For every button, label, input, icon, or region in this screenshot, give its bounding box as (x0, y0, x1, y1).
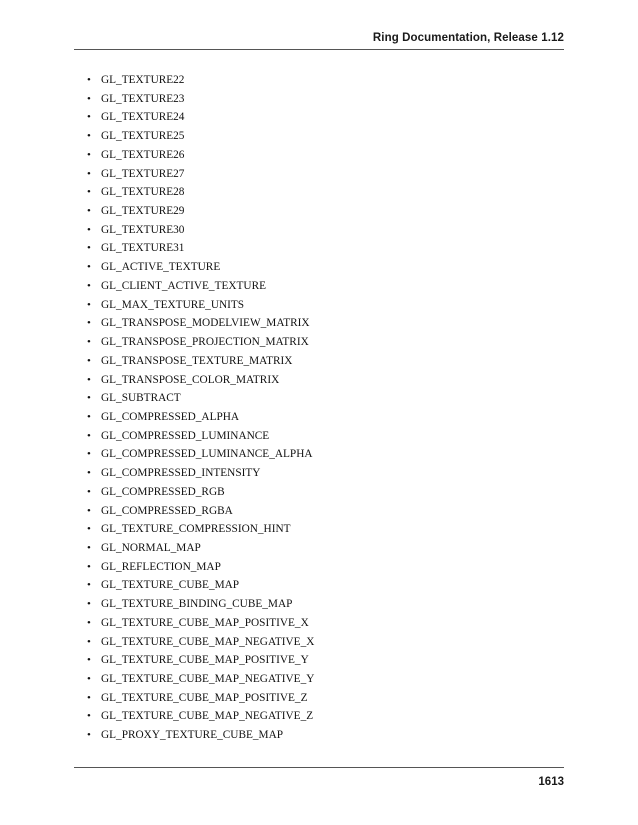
list-item (87, 71, 314, 90)
bullet-icon: • (87, 467, 91, 480)
bullet-icon: • (87, 541, 91, 554)
bullet-icon: • (87, 635, 91, 648)
constant-name: GL_TEXTURE_CUBE_MAP_NEGATIVE_X (101, 635, 315, 648)
bullet-icon: • (87, 317, 91, 330)
constant-name: GL_TEXTURE_CUBE_MAP_POSITIVE_Z (101, 691, 308, 704)
constant-name: GL_TRANSPOSE_COLOR_MATRIX (101, 373, 280, 386)
constant-name: GL_NORMAL_MAP (101, 541, 201, 554)
list-item (87, 576, 314, 595)
bullet-icon: • (87, 504, 91, 517)
constant-name: GL_TEXTURE22 (101, 74, 185, 86)
list-item (87, 202, 314, 221)
constant-name: GL_COMPRESSED_RGBA (101, 504, 233, 517)
constant-name: GL_TRANSPOSE_PROJECTION_MATRIX (101, 336, 309, 349)
bullet-icon: • (87, 167, 91, 180)
constant-name: GL_TRANSPOSE_TEXTURE_MATRIX (101, 354, 293, 367)
constant-name: GL_TEXTURE27 (101, 167, 185, 180)
bullet-icon: • (87, 74, 91, 86)
bullet-icon: • (87, 354, 91, 367)
bullet-icon: • (87, 392, 91, 405)
constant-name: GL_SUBTRACT (101, 392, 181, 405)
bullet-icon: • (87, 261, 91, 274)
constant-name: GL_COMPRESSED_LUMINANCE (101, 429, 270, 442)
bullet-icon: • (87, 485, 91, 498)
list-item (87, 314, 314, 333)
bullet-icon: • (87, 429, 91, 442)
bullet-icon: • (87, 205, 91, 218)
constant-name: GL_TEXTURE25 (101, 130, 185, 143)
list-item (87, 558, 314, 577)
list-item (87, 670, 314, 689)
list-item (87, 277, 314, 296)
bullet-icon: • (87, 616, 91, 629)
bullet-icon: • (87, 148, 91, 161)
page-header-title: Ring Documentation, Release 1.12 (372, 32, 564, 44)
list-item (87, 165, 314, 184)
bullet-icon: • (87, 523, 91, 536)
list-item (87, 614, 314, 633)
bullet-icon: • (87, 223, 91, 236)
bullet-icon: • (87, 298, 91, 311)
list-item (87, 483, 314, 502)
bullet-icon: • (87, 448, 91, 461)
list-item (87, 502, 314, 521)
list-item (87, 371, 314, 390)
list-item (87, 146, 314, 165)
list-item (87, 258, 314, 277)
list-item (87, 427, 314, 446)
list-item (87, 127, 314, 146)
constant-name: GL_MAX_TEXTURE_UNITS (101, 298, 245, 311)
bullet-icon: • (87, 579, 91, 592)
constant-name: GL_REFLECTION_MAP (101, 560, 221, 573)
list-item (87, 183, 314, 202)
constant-name: GL_TEXTURE30 (101, 223, 185, 236)
bullet-icon: • (87, 729, 91, 742)
constant-name: GL_TEXTURE29 (101, 205, 185, 218)
constant-name: GL_COMPRESSED_RGB (101, 485, 225, 498)
constant-name: GL_TEXTURE28 (101, 186, 185, 199)
bullet-icon: • (87, 373, 91, 386)
constant-name: GL_CLIENT_ACTIVE_TEXTURE (101, 279, 267, 292)
constant-name: GL_TEXTURE_CUBE_MAP_POSITIVE_Y (101, 654, 309, 667)
list-item (87, 389, 314, 408)
bullet-icon: • (87, 691, 91, 704)
list-item (87, 689, 314, 708)
list-item (87, 464, 314, 483)
list-item (87, 108, 314, 127)
bullet-icon: • (87, 710, 91, 723)
footer-divider (74, 767, 564, 768)
list-item (87, 445, 314, 464)
bullet-icon: • (87, 598, 91, 611)
constant-name: GL_TRANSPOSE_MODELVIEW_MATRIX (101, 317, 310, 330)
list-item (87, 539, 314, 558)
constant-name: GL_COMPRESSED_ALPHA (101, 410, 240, 423)
bullet-icon: • (87, 654, 91, 667)
constant-name: GL_TEXTURE_BINDING_CUBE_MAP (101, 598, 293, 611)
list-item (87, 239, 314, 258)
constant-name: GL_TEXTURE26 (101, 148, 185, 161)
list-item (87, 651, 314, 670)
bullet-icon: • (87, 279, 91, 292)
list-item (87, 520, 314, 539)
constant-list (87, 71, 314, 745)
page-number: 1613 (538, 776, 564, 788)
constant-name: GL_TEXTURE24 (101, 111, 185, 124)
list-item (87, 221, 314, 240)
constant-name: GL_TEXTURE_CUBE_MAP (101, 579, 240, 592)
list-item (87, 726, 314, 745)
bullet-icon: • (87, 410, 91, 423)
constant-name: GL_TEXTURE_CUBE_MAP_NEGATIVE_Y (101, 673, 315, 685)
list-item (87, 595, 314, 614)
list-item (87, 352, 314, 371)
list-item (87, 633, 314, 652)
list-item (87, 707, 314, 726)
constant-name: GL_TEXTURE23 (101, 92, 185, 105)
list-item (87, 90, 314, 109)
constant-name: GL_TEXTURE_CUBE_MAP_POSITIVE_X (101, 616, 309, 629)
header-divider (74, 49, 564, 50)
list-item (87, 296, 314, 315)
constant-name: GL_COMPRESSED_INTENSITY (101, 467, 261, 480)
constant-name: GL_TEXTURE31 (101, 242, 185, 255)
list-item (87, 408, 314, 427)
bullet-icon: • (87, 242, 91, 255)
bullet-icon: • (87, 130, 91, 143)
bullet-icon: • (87, 92, 91, 105)
bullet-icon: • (87, 186, 91, 199)
constant-name: GL_TEXTURE_CUBE_MAP_NEGATIVE_Z (101, 710, 314, 723)
list-item (87, 333, 314, 352)
constant-name: GL_TEXTURE_COMPRESSION_HINT (101, 523, 291, 536)
bullet-icon: • (87, 111, 91, 124)
constant-name: GL_ACTIVE_TEXTURE (101, 261, 221, 274)
bullet-icon: • (87, 560, 91, 573)
bullet-icon: • (87, 336, 91, 349)
constant-name: GL_PROXY_TEXTURE_CUBE_MAP (101, 729, 284, 742)
bullet-icon: • (87, 673, 91, 685)
constant-name: GL_COMPRESSED_LUMINANCE_ALPHA (101, 448, 313, 461)
